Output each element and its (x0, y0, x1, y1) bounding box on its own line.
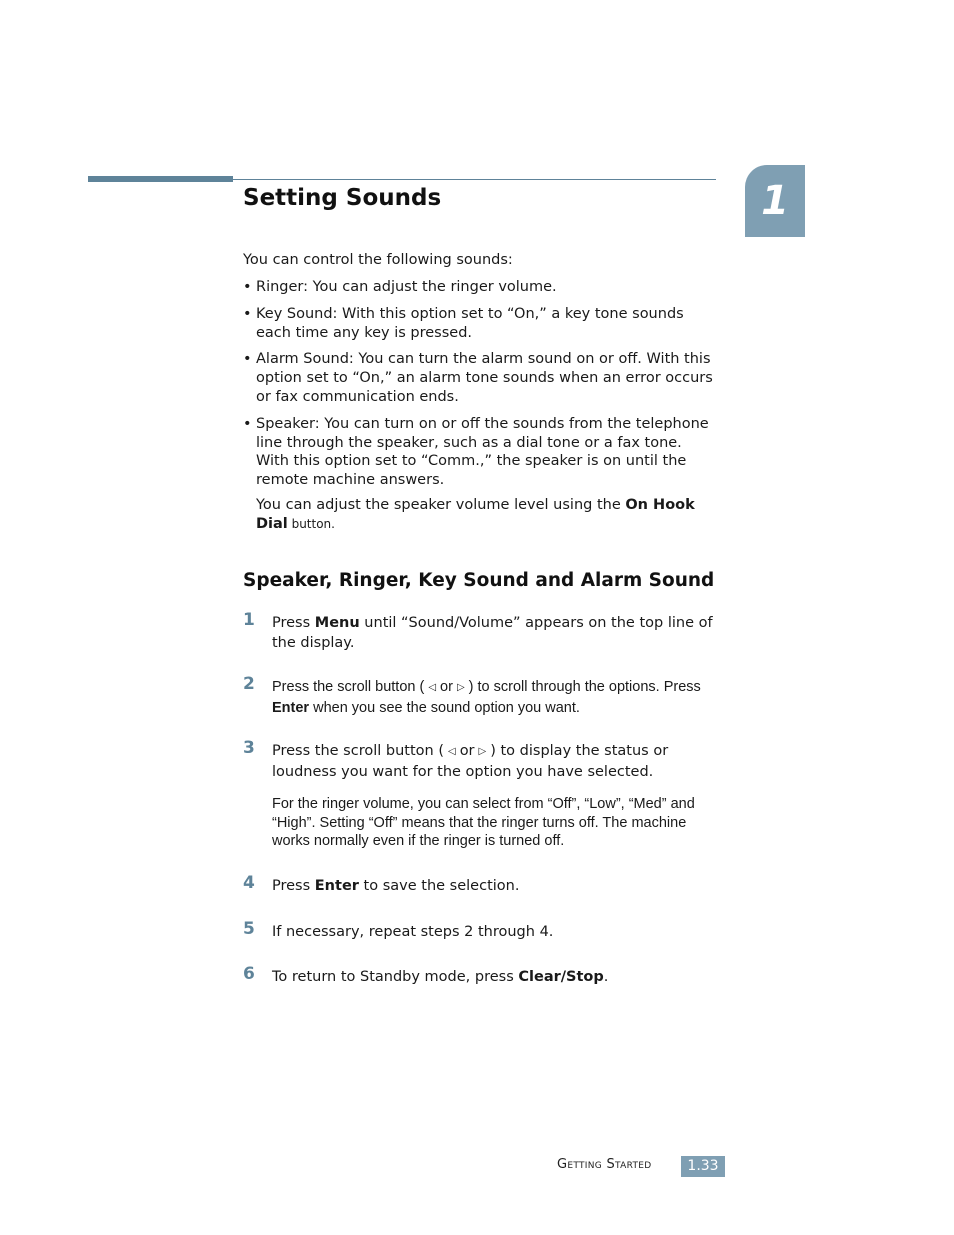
page-title: Setting Sounds (243, 185, 442, 211)
header-rule-thin (233, 179, 716, 180)
on-hook-dial-label: On Hook Dial (256, 497, 695, 532)
step-text-2: Press the scroll button ( ◁ or ▷ ) to scroll through the options. Press Enter when you see the sound option you want. (272, 679, 701, 716)
step-number-5: 5 (243, 919, 255, 939)
list-item-alarm-sound: • Alarm Sound: You can turn the alarm sound on or off. With this option set to “On,” an alarm tone sounds when an error occurs or fax communication ends. (243, 350, 718, 406)
step-number-4: 4 (243, 873, 255, 893)
step-text-3: Press the scroll button ( ◁ or ▷ ) to display the status or loudness you want for the option you have selected. (272, 743, 669, 780)
ringer-volume-note: For the ringer volume, you can select from “Off”, “Low”, “Med” and “High”. Setting “Off” means that the ringer turns off. The machine works normally even if the ringer is turned off. (272, 796, 695, 849)
step-number-2: 2 (243, 674, 255, 694)
step-text-5: If necessary, repeat steps 2 through 4. (272, 924, 554, 940)
footer-section-label: Getting Started (557, 1157, 652, 1172)
list-item-key-sound: • Key Sound: With this option set to “On,” a key tone sounds each time any key is pressed. (243, 305, 718, 343)
step-text-1: Press Menu until “Sound/Volume” appears on the top line of the display. (272, 615, 713, 651)
scroll-left-icon: ◁ (428, 682, 437, 693)
speaker-volume-note: You can adjust the speaker volume level using the On Hook Dial button. (256, 497, 695, 532)
scroll-left-icon: ◁ (447, 746, 456, 757)
step-text-4: Press Enter to save the selection. (272, 878, 520, 894)
scroll-right-icon: ▷ (478, 746, 487, 757)
list-item-speaker: • Speaker: You can turn on or off the sounds from the telephone line through the speaker, such as a dial tone or a fax tone. With this option set to “Comm.,” the speaker is on until the remote machine answers. (243, 415, 718, 490)
section-subtitle: Speaker, Ringer, Key Sound and Alarm Sound (243, 570, 715, 591)
step-number-3: 3 (243, 738, 255, 758)
intro-text: You can control the following sounds: (243, 252, 513, 268)
sound-list (243, 278, 718, 498)
step-number-6: 6 (243, 964, 255, 984)
step-number-1: 1 (243, 610, 255, 630)
list-item-ringer: • Ringer: You can adjust the ringer volume. (243, 278, 718, 297)
header-rule-thick (88, 176, 233, 182)
page-number: 1.33 (681, 1156, 725, 1177)
scroll-right-icon: ▷ (456, 682, 465, 693)
chapter-tab: 1 (745, 165, 805, 237)
step-text-6: To return to Standby mode, press Clear/Stop. (272, 969, 609, 985)
